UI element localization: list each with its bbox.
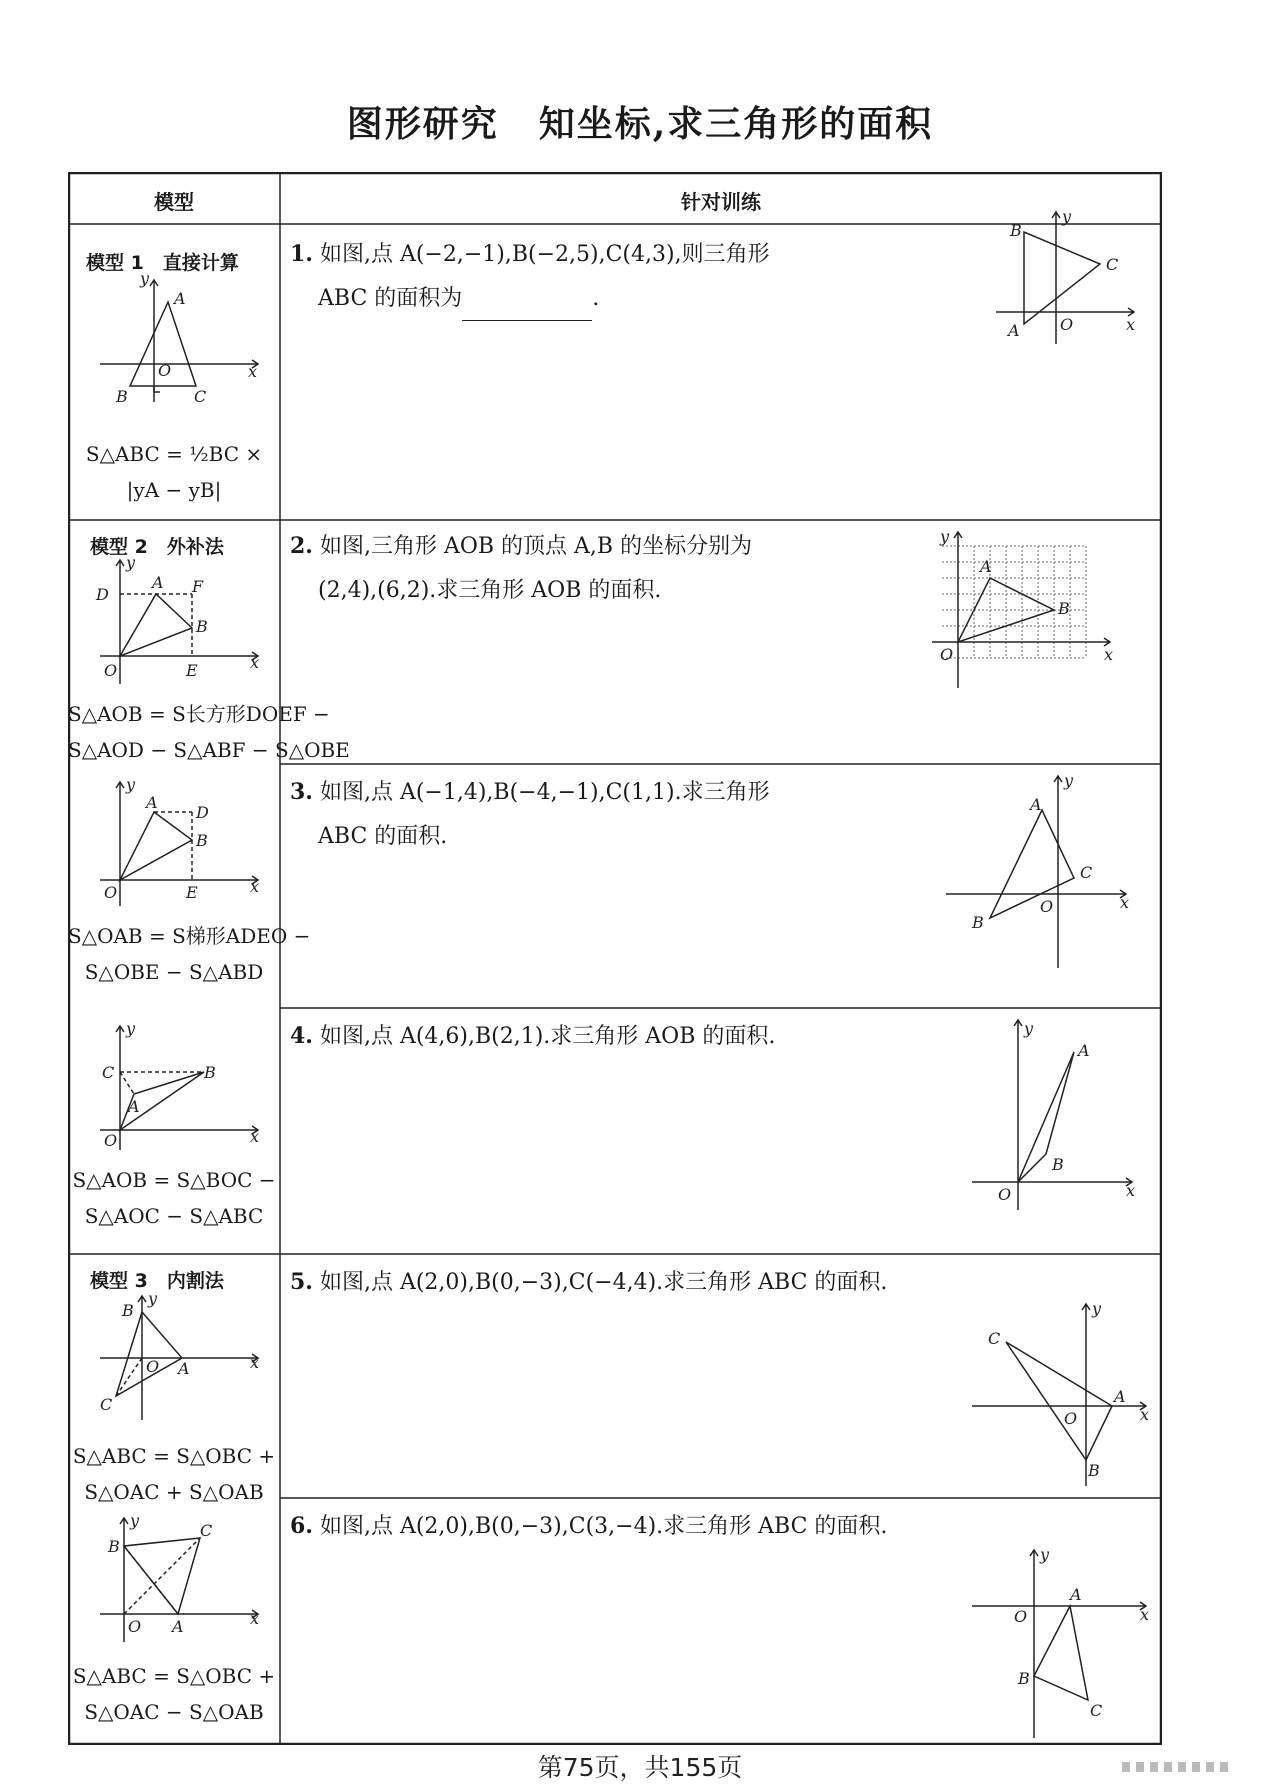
svg-text:B: B (1058, 599, 1070, 618)
svg-text:x: x (1140, 1405, 1150, 1424)
model-2-formula-a (68, 696, 350, 768)
question-5-number: 5. (290, 1269, 313, 1295)
svg-text:A: A (1030, 795, 1042, 814)
svg-text:O: O (128, 1617, 142, 1636)
svg-text:E: E (186, 883, 198, 902)
svg-text:A: A (1114, 1387, 1126, 1406)
svg-text:B: B (1018, 1669, 1030, 1688)
svg-text:x: x (250, 1353, 260, 1372)
model-2c-line-1: S△AOB = S△BOC − (72, 1168, 276, 1192)
svg-text:O: O (1014, 1607, 1028, 1626)
question-3-number: 3. (290, 779, 313, 805)
model-3-figure-a (90, 1292, 270, 1422)
svg-text:y: y (1062, 208, 1072, 226)
header-training: 针对训练 (681, 190, 761, 214)
svg-text:x: x (1126, 1181, 1136, 1200)
question-4-number: 4. (290, 1023, 313, 1049)
question-4-text-line-1: 如图,点 A(4,6),B(2,1).求三角形 AOB 的面积. (319, 1024, 776, 1049)
question-1-text-line-2: ABC 的面积为 (318, 286, 463, 311)
svg-text:B: B (1052, 1155, 1064, 1174)
scroll-indicator[interactable] (1122, 1760, 1252, 1774)
svg-text:x: x (250, 1609, 260, 1628)
svg-text:x: x (1126, 315, 1136, 334)
model-1-formula (68, 436, 280, 508)
svg-text:A: A (1078, 1041, 1090, 1060)
svg-text:A: A (172, 1617, 184, 1636)
svg-text:F: F (192, 577, 204, 596)
svg-text:y: y (140, 274, 150, 288)
model-2-figure-a (90, 556, 270, 686)
question-6-number: 6. (290, 1513, 313, 1539)
svg-text:O: O (104, 1131, 118, 1150)
svg-text:A: A (980, 557, 992, 576)
question-5-text-line-1: 如图,点 A(2,0),B(0,−3),C(−4,4).求三角形 ABC 的面积. (319, 1270, 888, 1295)
model-2b-line-2: S△OBE − S△ABD (84, 960, 264, 984)
question-1-figure (988, 208, 1158, 348)
svg-text:y: y (940, 528, 950, 546)
page-footer: 第75页，共155页 (537, 1753, 743, 1782)
model-3-figure-b (90, 1514, 270, 1644)
svg-text:C: C (200, 1521, 213, 1540)
svg-text:C: C (194, 387, 207, 404)
model-2-label: 模型 2 外补法 (90, 536, 224, 558)
svg-text:D: D (96, 585, 109, 604)
model-2c-line-2: S△AOC − S△ABC (84, 1204, 264, 1228)
svg-text:B: B (1088, 1461, 1100, 1480)
svg-text:y: y (126, 778, 136, 794)
answer-blank[interactable] (462, 294, 592, 321)
question-5-figure (966, 1300, 1156, 1490)
question-3 (290, 770, 910, 859)
svg-text:A: A (128, 1097, 140, 1116)
model-2-formula-b (68, 918, 311, 990)
svg-text:y: y (130, 1514, 140, 1530)
model-3a-line-1: S△ABC = S△OBC + (72, 1444, 276, 1468)
question-5 (290, 1260, 1090, 1305)
svg-text:x: x (1120, 893, 1130, 912)
svg-text:C: C (100, 1395, 113, 1414)
svg-text:C: C (988, 1329, 1001, 1348)
model-2-figure-c (90, 1022, 270, 1152)
svg-text:x: x (1104, 645, 1114, 664)
svg-text:O: O (104, 883, 118, 902)
question-3-text-line-1: 如图,点 A(−1,4),B(−4,−1),C(1,1).求三角形 (319, 780, 770, 805)
svg-text:O: O (146, 1357, 160, 1376)
svg-text:A: A (146, 793, 158, 812)
svg-text:D: D (196, 803, 209, 822)
svg-text:x: x (250, 653, 260, 672)
svg-text:y: y (1040, 1546, 1050, 1564)
page-title (0, 96, 1280, 147)
model-3a-line-2: S△OAC + S△OAB (84, 1480, 264, 1504)
svg-text:C: C (1106, 255, 1119, 274)
svg-text:O: O (104, 661, 118, 680)
question-2-number: 2. (290, 533, 313, 559)
svg-text:A: A (174, 289, 186, 308)
question-2 (290, 524, 890, 613)
svg-text:O: O (1060, 315, 1074, 334)
svg-text:B: B (122, 1301, 134, 1320)
svg-text:x: x (250, 1127, 260, 1146)
question-2-text-line-2: (2,4),(6,2).求三角形 AOB 的面积. (318, 578, 662, 603)
question-2-text-line-1: 如图,三角形 AOB 的顶点 A,B 的坐标分别为 (319, 534, 753, 559)
question-4-figure (966, 1014, 1146, 1214)
svg-text:B: B (204, 1063, 216, 1082)
svg-text:O: O (158, 361, 172, 380)
question-6-text-line-1: 如图,点 A(2,0),B(0,−3),C(3,−4).求三角形 ABC 的面积. (319, 1514, 888, 1539)
model-2-formula-c (68, 1162, 280, 1234)
svg-text:B: B (196, 831, 208, 850)
svg-text:A: A (152, 573, 164, 592)
title-part-1: 图形研究 (346, 103, 499, 145)
model-1-figure (90, 274, 270, 404)
model-3-label: 模型 3 内割法 (90, 1270, 224, 1292)
svg-text:O: O (1064, 1409, 1078, 1428)
header-model: 模型 (154, 190, 194, 214)
title-part-2: 知坐标,求三角形的面积 (538, 103, 934, 145)
svg-text:C: C (1090, 1701, 1103, 1720)
svg-text:x: x (248, 362, 258, 381)
svg-text:y: y (1092, 1300, 1102, 1318)
svg-text:C: C (102, 1063, 115, 1082)
model-3-formula-a (68, 1438, 280, 1510)
question-2-figure (928, 528, 1124, 696)
question-4 (290, 1014, 910, 1059)
model-1-label: 模型 1 直接计算 (86, 252, 239, 274)
svg-text:y: y (148, 1292, 158, 1308)
question-1-number: 1. (290, 241, 313, 267)
model-1-formula-line-2: |yA − yB| (126, 478, 222, 502)
svg-text:E: E (186, 661, 198, 680)
svg-text:x: x (1140, 1605, 1150, 1624)
question-1 (290, 232, 930, 321)
svg-text:O: O (1040, 897, 1054, 916)
svg-text:A: A (1070, 1585, 1082, 1604)
svg-text:x: x (250, 877, 260, 896)
model-3b-line-2: S△OAC − S△OAB (84, 1700, 264, 1724)
model-2b-line-1: S△OAB = S梯形ADEO − (68, 924, 311, 948)
svg-text:y: y (126, 556, 136, 572)
model-3b-line-1: S△ABC = S△OBC + (72, 1664, 276, 1688)
svg-text:B: B (1010, 221, 1022, 240)
svg-text:O: O (940, 645, 954, 664)
question-1-text-line-1: 如图,点 A(−2,−1),B(−2,5),C(4,3),则三角形 (319, 242, 770, 267)
svg-text:B: B (116, 387, 128, 404)
model-2-figure-b (90, 778, 270, 908)
question-1-text-end: . (592, 286, 600, 311)
svg-text:y: y (126, 1022, 136, 1038)
question-6-figure (966, 1546, 1156, 1742)
svg-text:B: B (108, 1537, 120, 1556)
svg-text:C: C (1080, 863, 1093, 882)
model-3-formula-b (68, 1658, 280, 1730)
svg-text:y: y (1024, 1019, 1034, 1038)
model-1-formula-line-1: S△ABC = ½BC × (85, 442, 263, 466)
worksheet-table (68, 172, 1162, 1745)
model-2a-line-1: S△AOB = S长方形DOEF − (68, 702, 330, 726)
svg-text:B: B (196, 617, 208, 636)
svg-text:y: y (1064, 772, 1074, 790)
model-2a-line-2: S△AOD − S△ABF − S△OBE (68, 738, 350, 762)
svg-text:A: A (178, 1359, 190, 1378)
svg-text:B: B (972, 913, 984, 932)
question-3-text-line-2: ABC 的面积. (318, 824, 448, 849)
svg-text:A: A (1008, 321, 1020, 340)
question-6 (290, 1504, 1090, 1549)
question-3-figure (940, 772, 1136, 972)
svg-text:O: O (998, 1185, 1012, 1204)
